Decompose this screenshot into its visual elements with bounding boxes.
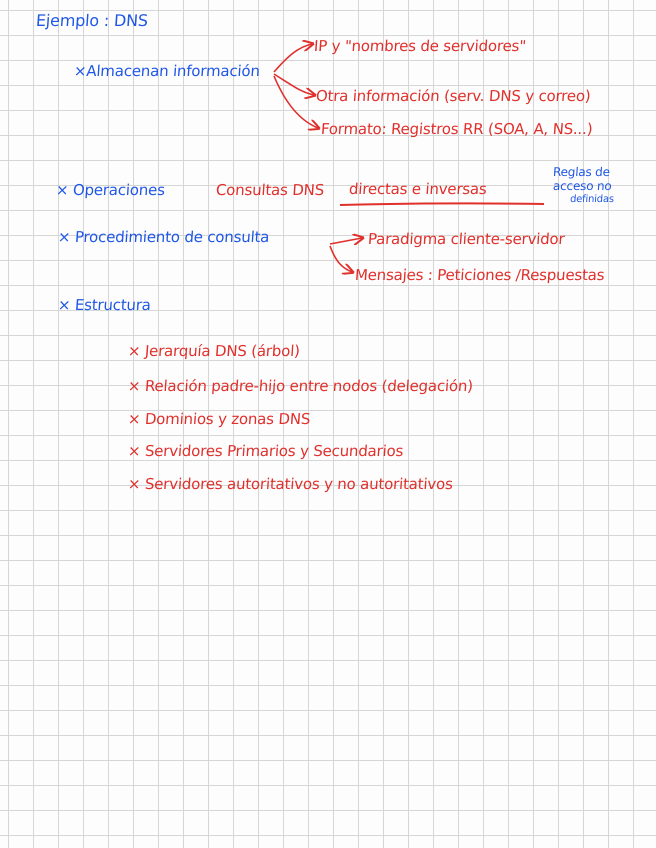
arrow-procedimiento-mensajes bbox=[330, 246, 352, 272]
procedimiento-branch-mensajes: Mensajes : Peticiones /Respuestas bbox=[354, 266, 606, 284]
consultas-dns: Consultas DNS bbox=[215, 181, 325, 199]
consultas-tipos: directas e inversas bbox=[348, 180, 488, 198]
estructura-item: × Relación padre-hijo entre nodos (delegación) bbox=[127, 377, 474, 395]
arrow-almacenan-otra bbox=[274, 74, 314, 95]
estructura-item: × Jerarquía DNS (árbol) bbox=[127, 342, 301, 360]
estructura-label: × Estructura bbox=[57, 296, 152, 314]
estructura-item: × Dominios y zonas DNS bbox=[127, 410, 311, 428]
arrow-almacenan-formato bbox=[274, 76, 318, 128]
reglas-note-2: acceso no bbox=[552, 179, 613, 193]
almacenan-branch-otra: Otra información (serv. DNS y correo) bbox=[315, 87, 592, 105]
estructura-item: × Servidores autoritativos y no autoritativos bbox=[127, 475, 454, 493]
estructura-item: × Servidores Primarios y Secundarios bbox=[127, 442, 404, 460]
almacenan-branch-ip: IP y "nombres de servidores" bbox=[313, 37, 527, 55]
almacenan-branch-formato: Formato: Registros RR (SOA, A, NS...) bbox=[320, 120, 594, 138]
arrow-almacenan-ip bbox=[274, 44, 312, 72]
almacenan-label: ×Almacenan información bbox=[73, 62, 261, 80]
arrow-procedimiento-paradigma bbox=[330, 238, 362, 244]
procedimiento-label: × Procedimiento de consulta bbox=[57, 228, 270, 246]
operaciones-label: × Operaciones bbox=[55, 181, 166, 199]
reglas-note-3: definidas bbox=[569, 194, 615, 205]
reglas-note-1: Reglas de bbox=[552, 165, 611, 179]
page-title: Ejemplo : DNS bbox=[35, 11, 149, 30]
underline-directas bbox=[340, 203, 544, 205]
procedimiento-branch-paradigma: Paradigma cliente-servidor bbox=[367, 230, 566, 248]
